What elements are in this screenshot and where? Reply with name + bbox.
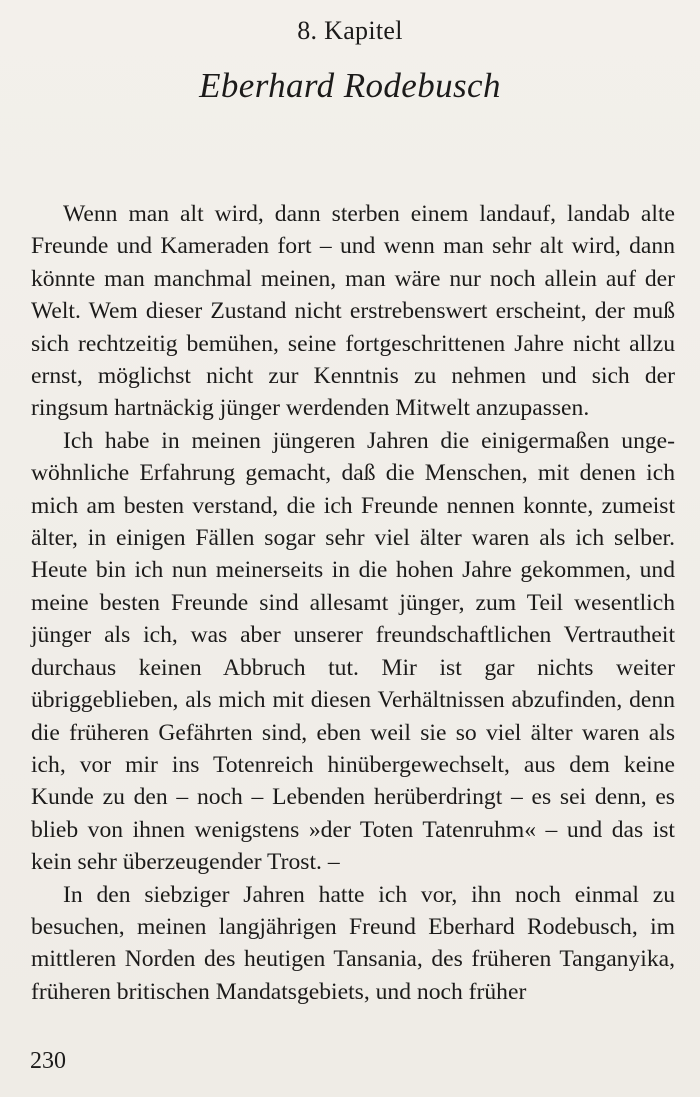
chapter-title: Eberhard Rodebusch [199,66,501,105]
paragraph: In den siebziger Jahren hatte ich vor, ihn noch einmal zu besuchen, meinen langjährigen Freund Eberhard Rodebusch, im mittleren Norden des heutigen Tansania, des früheren Tanganyika, früheren britischen Mandatsgebiets, und noch früher [31,881,675,1005]
page-number: 230 [30,1048,66,1074]
chapter-number: 8. Kapitel [297,16,403,45]
paragraph: Wenn man alt wird, dann sterben einem landauf, landab alte Freunde und Kameraden fort – und wenn man sehr alt wird, dann könnte man manchmal meinen, man wäre nur noch allein auf der Welt. Wem dieser Zustand nicht erstrebenswert erscheint, der muß sich rechtzeitig bemühen, seine fortgeschrittenen Jahre nicht allzu ernst, möglichst nicht zur Kenntnis zu nehmen und sich der ringsum hartnäckig jünger werdenden Mitwelt anzupassen. [31,201,675,422]
paragraph: Ich habe in meinen jüngeren Jahren die einigermaßen ungewöhnliche Erfahrung gemacht, daß die Menschen, mit denen ich mich am besten verstand, die ich Freunde nennen konnte, zumeist älter, in einigen Fällen sogar sehr viel älter waren als ich selber. Heute bin ich nun meinerseits in die hohen Jahre gekommen, und meine besten Freunde sind allesamt jünger, zum Teil wesentlich jünger als ich, was aber unserer freundschaftlichen Vertrautheit durchaus keinen Abbruch tut. Mir ist gar nichts weiter übriggeblieben, als mich mit diesen Verhältnissen abzufinden, denn die früheren Gefährten sind, eben weil sie so viel älter waren als ich, vor mir ins Totenreich hinübergewechselt, aus dem keine Kunde zu den – noch – Lebenden herüberdringt – es sei denn, es blieb von ihnen wenigstens »der Toten Tatenruhm« – und das ist kein sehr überzeugender Trost. – [31,427,675,876]
chapter-body [31,198,675,1008]
